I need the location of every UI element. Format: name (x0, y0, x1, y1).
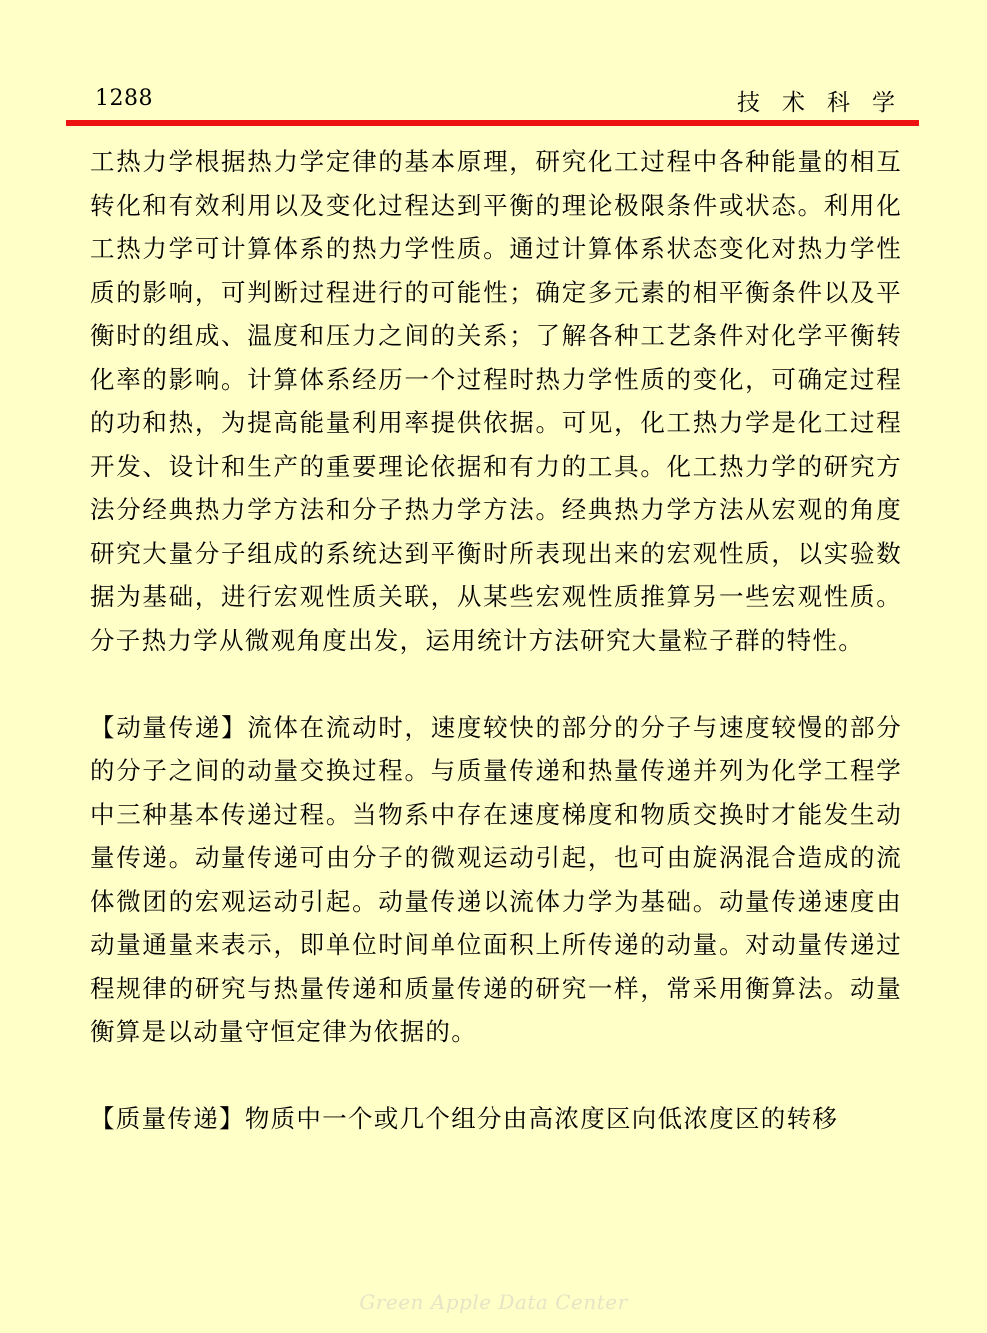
entry-term: 【质量传递】 (90, 1104, 245, 1133)
running-head: 技术科学 (737, 90, 917, 116)
header-rule (66, 120, 919, 126)
watermark: Green Apple Data Center (359, 1290, 628, 1314)
page-number: 1288 (95, 86, 153, 111)
entry-term: 【动量传递】 (90, 712, 248, 742)
paragraph-thermodynamics (90, 140, 902, 662)
entry-mass-transfer (90, 1097, 902, 1141)
paragraph-text: 物质中一个或几个组分由高浓度区向低浓度区的转移 (244, 1104, 839, 1133)
paragraph-text: 流体在流动时，速度较快的部分的分子与速度较慢的部分的分子之间的动量交换过程。与质量传递和热量传递并列为化学工程学中三种基本传递过程。当物系中存在速度梯度和物质交换时才能发生动量传递。动量传递可由分子的微观运动引起，也可由旋涡混合造成的流体微团的宏观运动引起。动量传递以流体力学为基础。动量传递速度由动量通量来表示，即单位时间单位面积上所传递的动量。对动量传递过程规律的研究与热量传递和质量传递的研究一样，常采用衡算法。动量衡算是以动量守恒定律为依据的。 (90, 712, 902, 1046)
entry-momentum-transfer (90, 706, 902, 1054)
paragraph-text: 工热力学根据热力学定律的基本原理，研究化工过程中各种能量的相互转化和有效利用以及变化过程达到平衡的理论极限条件或状态。利用化工热力学可计算体系的热力学性质。通过计算体系状态变化对热力学性质的影响，可判断过程进行的可能性；确定多元素的相平衡条件以及平衡时的组成、温度和压力之间的关系；了解各种工艺条件对化学平衡转化率的影响。计算体系经历一个过程时热力学性质的变化，可确定过程的功和热，为提高能量利用率提供依据。可见，化工热力学是化工过程开发、设计和生产的重要理论依据和有力的工具。化工热力学的研究方法分经典热力学方法和分子热力学方法。经典热力学方法从宏观的角度研究大量分子组成的系统达到平衡时所表现出来的宏观性质，以实验数据为基础，进行宏观性质关联，从某些宏观性质推算另一些宏观性质。分子热力学从微观角度出发，运用统计方法研究大量粒子群的特性。 (90, 147, 902, 655)
body-text (90, 140, 902, 1141)
